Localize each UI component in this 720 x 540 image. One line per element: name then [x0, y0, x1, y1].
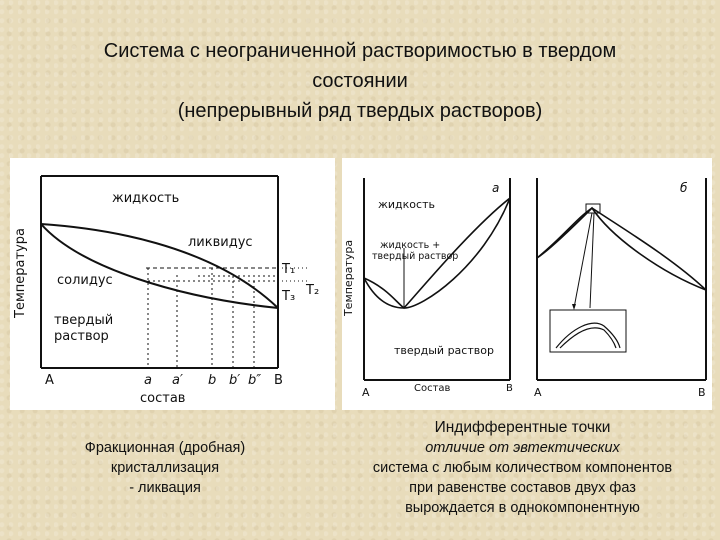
a-solid-label: твердый раствор — [394, 344, 494, 357]
liquidus-label: ликвидус — [188, 235, 253, 250]
a-y-axis-label: Температура — [342, 239, 355, 317]
right-caption — [330, 418, 715, 518]
title-line-2: состоянии — [312, 70, 408, 92]
a-panel-letter: a — [492, 181, 500, 195]
T1-label: T₁ — [282, 262, 296, 277]
right-caption-line-4: вырождается в однокомпонентную — [405, 500, 640, 516]
left-caption-line-3: - ликвация — [129, 480, 201, 496]
b-x-left: A — [534, 386, 542, 399]
x-tick-a-prime: a′ — [172, 373, 183, 388]
b-x-right: B — [698, 386, 706, 399]
x-tick-b: b — [208, 373, 217, 388]
left-phase-diagram — [10, 158, 335, 410]
right-phase-diagrams — [342, 158, 712, 410]
a-x-right: B — [506, 383, 513, 394]
right-caption-header: Индифферентные точки — [434, 419, 611, 436]
right-caption-line-3: при равенстве составов двух фаз — [409, 480, 636, 496]
right-diagram-panel — [342, 158, 712, 410]
a-mix-label-2: твердый раствор — [372, 251, 459, 262]
b-panel-letter: б — [680, 181, 688, 195]
a-liquid-label: жидкость — [378, 198, 435, 211]
right-caption-line-1: отличие от эвтектических — [425, 440, 620, 456]
x-tick-a: a — [144, 373, 152, 388]
left-y-axis-label: Температура — [13, 228, 28, 318]
a-mix-label-1: жидкость + — [380, 240, 441, 251]
x-tick-b-prime: b′ — [229, 373, 241, 388]
T2-label: T₂ — [306, 283, 320, 298]
right-caption-line-2: система с любым количеством компонентов — [372, 460, 673, 476]
solid-region-label-2: раствор — [54, 329, 109, 344]
left-caption-line-2: кристаллизация — [110, 460, 220, 476]
a-x-left: A — [362, 386, 370, 399]
title-line-3: (непрерывный ряд твердых растворов) — [177, 100, 543, 122]
x-tick-A: A — [45, 373, 54, 388]
title-line-1: Система с неограниченной растворимостью в твердом — [103, 40, 617, 62]
liquid-region-label: жидкость — [112, 191, 180, 206]
x-tick-B: B — [274, 373, 283, 388]
left-x-axis-label: состав — [140, 391, 186, 406]
left-caption — [40, 438, 290, 498]
solid-region-label-1: твердый — [54, 313, 114, 328]
T3-label: T₃ — [282, 289, 296, 304]
x-tick-b-double-prime: b″ — [248, 373, 262, 388]
solidus-label: солидус — [57, 273, 113, 288]
a-x-axis-label: Состав — [414, 383, 451, 394]
slide-title — [0, 36, 720, 126]
left-caption-line-1: Фракционная (дробная) — [84, 440, 246, 456]
